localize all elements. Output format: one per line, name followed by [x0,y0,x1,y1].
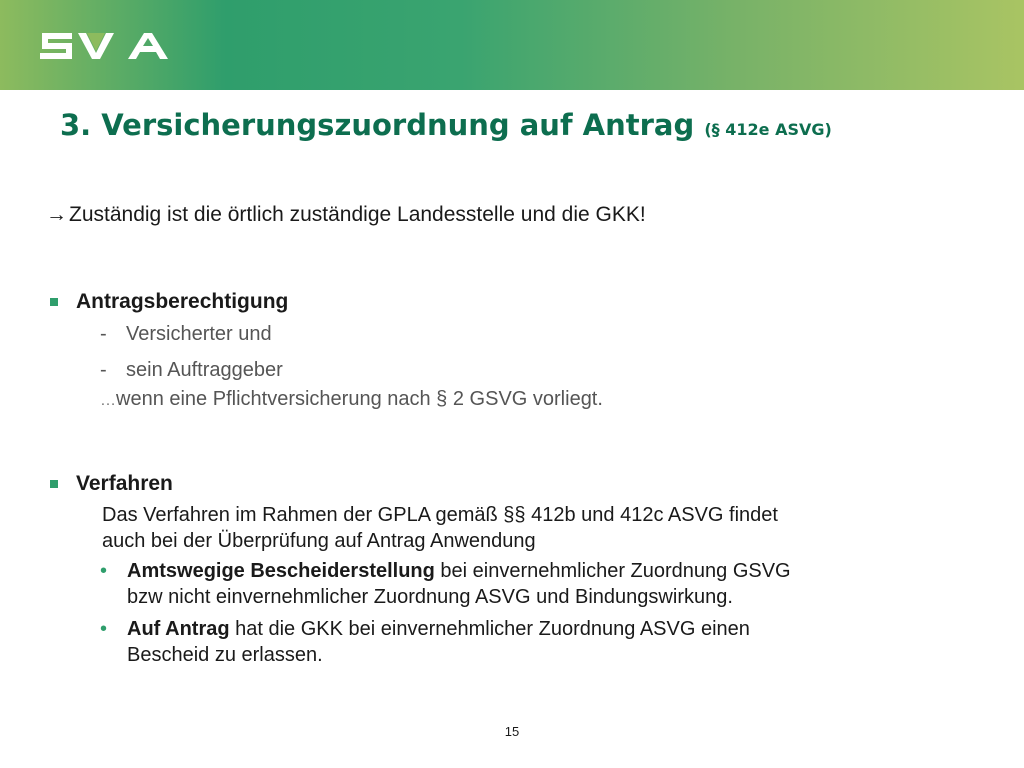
section-heading [50,290,990,314]
heading-verfahren: Verfahren [76,472,173,495]
paragraph-line: auch bei der Überprüfung auf Antrag Anwendung [102,530,536,552]
title-main: 3. Versicherungszuordnung auf Antrag [60,108,695,142]
intro-line [46,203,646,227]
page-title [60,108,832,142]
list-item [50,352,990,388]
heading-antragsberechtigung: Antragsberechtigung [76,290,289,313]
dash-bullet: - [100,358,107,381]
dot-bullet-icon: • [100,618,108,640]
section-verfahren [50,472,990,674]
arrow-right-icon: → [46,203,67,226]
dash-bullet: - [100,322,107,345]
paragraph-line: Das Verfahren im Rahmen der GPLA gemäß §§ 412b und 412c ASVG findet [102,504,778,526]
text-segment: bzw nicht einvernehmlicher Zuordnung ASVG und Bindungswirkung. [127,586,733,608]
condition-text: wenn eine Pflichtversicherung nach § 2 GSVG vorliegt. [116,388,603,410]
condition-note [50,388,990,411]
bold-term: Amtswegige Bescheiderstellung [127,560,435,582]
list-item-text: sein Auftraggeber [126,358,283,381]
section-heading [50,472,990,496]
list-item [50,558,990,610]
text-segment: Bescheid zu erlassen. [127,644,323,666]
dot-bullet-icon: • [100,560,108,582]
list-item-text [127,616,750,668]
verfahren-paragraph [50,502,990,554]
title-reference: (§ 412e ASVG) [704,120,832,139]
header-band [0,0,1024,90]
ellipsis: … [100,392,116,409]
text-segment: hat die GKK bei einvernehmlicher Zuordnung ASVG einen [229,618,750,640]
text-segment: bei einvernehmlicher Zuordnung GSVG [434,560,791,582]
page-number: 15 [504,724,520,739]
list-item [50,316,990,352]
section-antragsberechtigung [50,290,990,411]
dot-list [50,558,990,668]
square-bullet-icon [50,298,58,306]
sva-logo [38,25,178,67]
bold-term: Auf Antrag [127,618,230,640]
list-item-text [127,558,791,610]
list-item [50,616,990,668]
square-bullet-icon [50,480,58,488]
intro-text: Zuständig ist die örtlich zuständige Landesstelle und die GKK! [69,203,646,226]
list-item-text: Versicherter und [126,322,272,345]
dash-list [50,316,990,388]
